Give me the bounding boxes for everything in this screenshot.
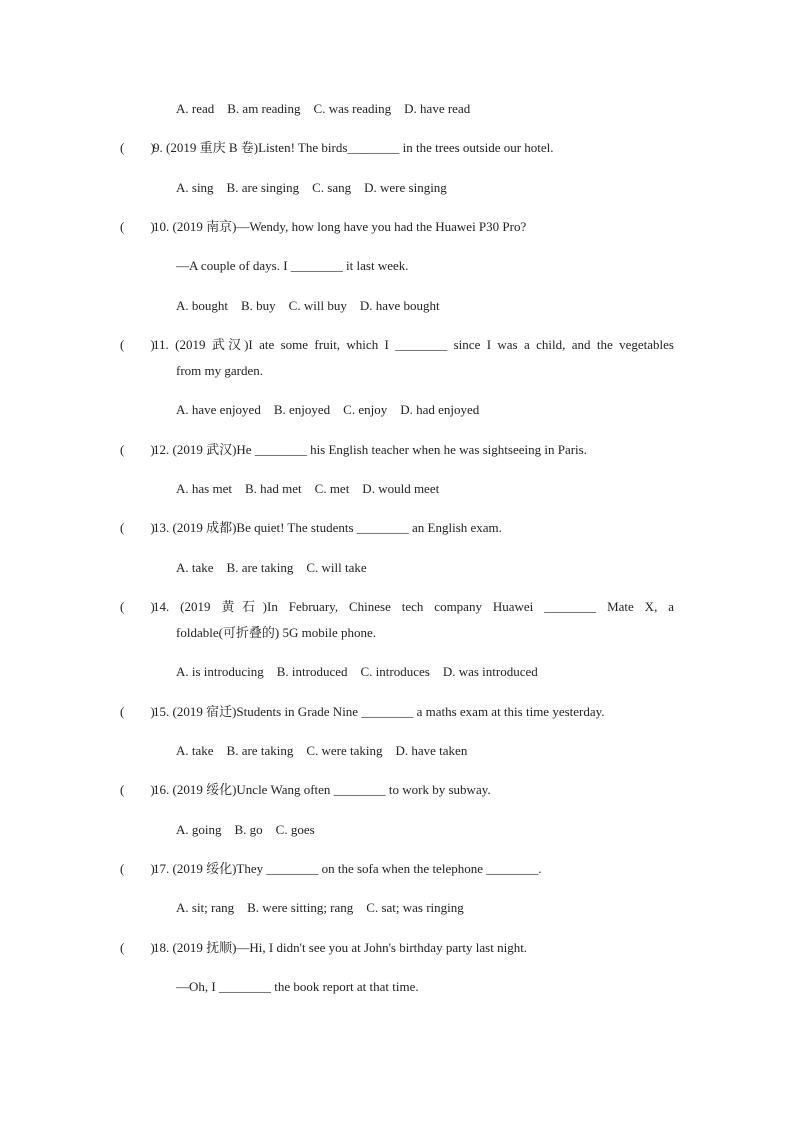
q17-answer-bracket[interactable]: ( ) (120, 861, 155, 876)
q14-stem: 14. (2019 黄石)In February, Chinese tech company Huawei ________ Mate X, a (153, 599, 674, 614)
q13-stem: 13. (2019 成都)Be quiet! The students ________ an English exam. (153, 520, 502, 535)
q11-stem-continued: from my garden. (176, 363, 264, 378)
q13-answer-bracket[interactable]: ( ) (120, 520, 155, 535)
q14-options: A. is introducing B. introduced C. introduces D. was introduced (176, 664, 538, 679)
q12-stem: 12. (2019 武汉)He ________ his English teacher when he was sightseeing in Paris. (153, 442, 587, 457)
q13-options: A. take B. are taking C. will take (176, 560, 367, 575)
q11-options: A. have enjoyed B. enjoyed C. enjoy D. had enjoyed (176, 402, 480, 417)
q15-options: A. take B. are taking C. were taking D. have taken (176, 743, 468, 758)
q15-answer-bracket[interactable]: ( ) (120, 704, 155, 719)
q18-stem: 18. (2019 抚顺)—Hi, I didn't see you at John's birthday party last night. (153, 940, 528, 955)
q10-options: A. bought B. buy C. will buy D. have bought (176, 298, 440, 313)
q17-options: A. sit; rang B. were sitting; rang C. sat; was ringing (176, 900, 464, 915)
q9-answer-bracket[interactable]: ( ) (120, 140, 155, 155)
q14-answer-bracket[interactable]: ( ) (120, 599, 155, 614)
q18-reply: —Oh, I ________ the book report at that time. (176, 979, 419, 994)
q17-stem: 17. (2019 绥化)They ________ on the sofa when the telephone ________. (153, 861, 542, 876)
q18-answer-bracket[interactable]: ( ) (120, 940, 155, 955)
q12-answer-bracket[interactable]: ( ) (120, 442, 155, 457)
q11-stem: 11. (2019 武汉)I ate some fruit, which I ________ since I was a child, and the vegetables (153, 337, 674, 352)
q9-options: A. sing B. are singing C. sang D. were singing (176, 180, 447, 195)
q12-options: A. has met B. had met C. met D. would meet (176, 481, 440, 496)
q14-stem-continued: foldable(可折叠的) 5G mobile phone. (176, 625, 377, 640)
q10-reply: —A couple of days. I ________ it last week. (176, 258, 409, 273)
q10-answer-bracket[interactable]: ( ) (120, 219, 155, 234)
q15-stem: 15. (2019 宿迁)Students in Grade Nine ________ a maths exam at this time yesterday. (153, 704, 605, 719)
q16-stem: 16. (2019 绥化)Uncle Wang often ________ to work by subway. (153, 782, 491, 797)
q11-answer-bracket[interactable]: ( ) (120, 337, 155, 352)
q9-stem: 9. (2019 重庆 B 卷)Listen! The birds________ in the trees outside our hotel. (153, 140, 554, 155)
q10-stem: 10. (2019 南京)—Wendy, how long have you had the Huawei P30 Pro? (153, 219, 527, 234)
q8-options: A. read B. am reading C. was reading D. have read (176, 101, 471, 116)
q16-options: A. going B. go C. goes (176, 822, 315, 837)
q16-answer-bracket[interactable]: ( ) (120, 782, 155, 797)
